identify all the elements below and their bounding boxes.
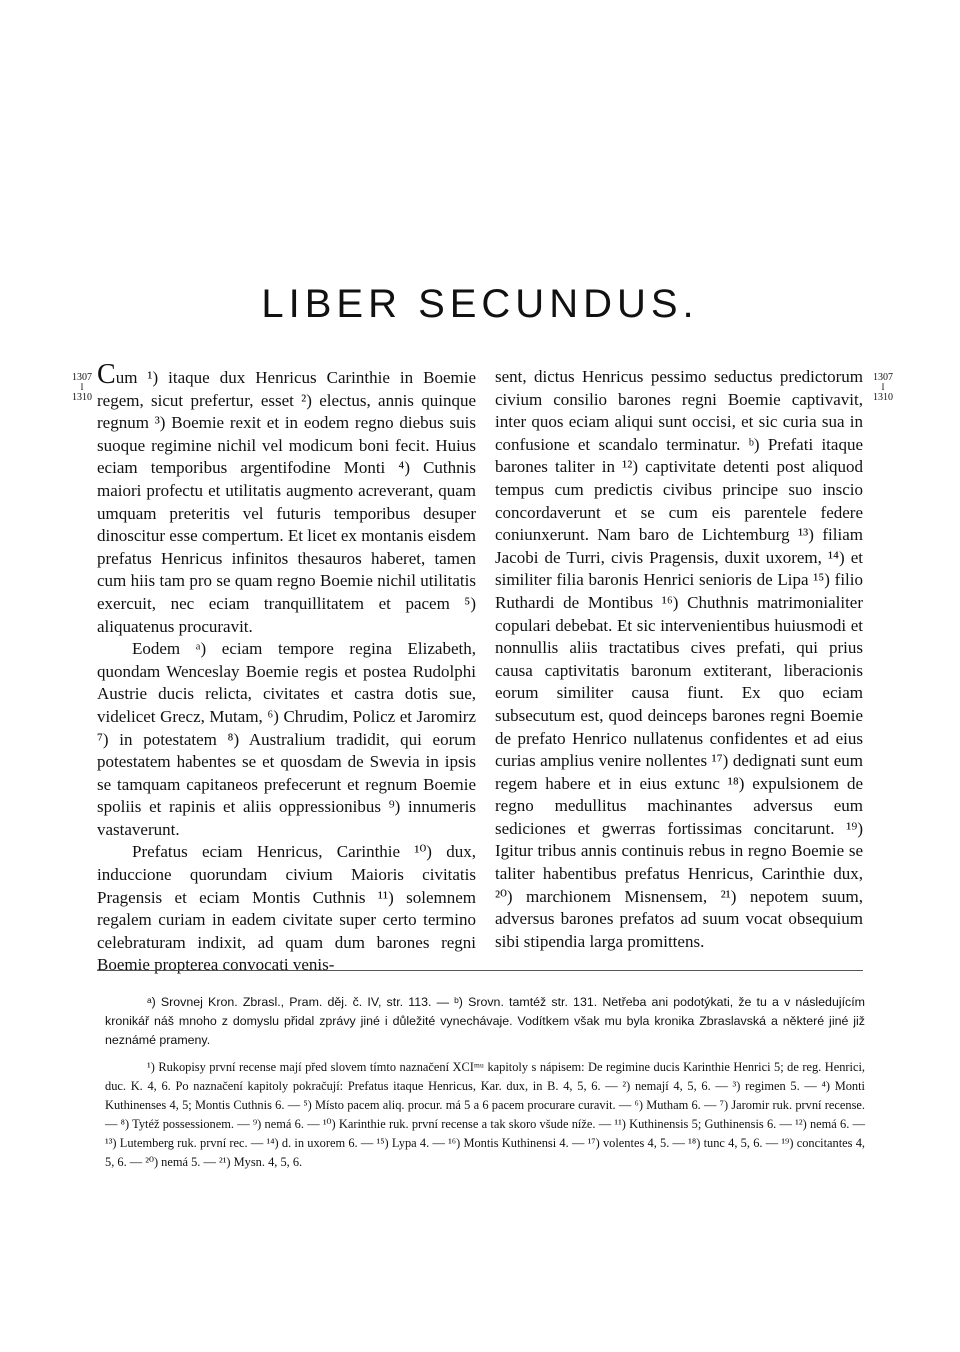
initial-letter: C [97,359,116,390]
page-title: LIBER SECUNDUS. [261,282,699,326]
year-start: 1307 [72,372,92,383]
paragraph-2: Eodem ᵃ) eciam tempore regina Elizabeth, quondam Wenceslay Boemie regis et postea Rudolphi Austrie ducis relicta, civitates et castra dotis sue, videlicet Grecz, Mutam, ⁶) Chrudim, Policz et Jaromirz ⁷) in potestatem ⁸) Australium tradidit, qui eorum potestatem habentes se et quosdam de Swevia in ipsis se tamquam capitaneos prefecerunt et regnum Boemie spoliis et rapinis et aliis oppressionibus ⁹) innumeris vastaverunt. [97,639,476,839]
year-separator: I [80,382,84,392]
footnote-divider [97,970,863,971]
margin-year-range-left [70,372,94,403]
left-column [97,359,476,977]
year-end: 1310 [72,392,92,403]
right-column [495,366,863,953]
year-separator: I [881,382,885,392]
editorial-footnote-text: ᵃ) Srovnej Kron. Zbrasl., Pram. děj. č. IV, str. 113. — ᵇ) Srovn. tamtéž str. 131. Netřeba ani podotýkati, že tu a v následujícím kronikář náš mnoho z domyslu přidal zprávy jiné i důležité vynechávaje. Vodítkem však mu byla kronika Zbraslavská a některé jiné již neznámé prameny. [105,995,865,1047]
paragraph-continuation: sent, dictus Henricus pessimo seductus predictorum civium consilio barones regni Boemie captivavit, inter quos eciam aliqui sunt occisi, et sic curia sua in confusione et scandalo terminatur. ᵇ) Prefati itaque barones taliter in ¹²) captivitate detenti post aliquod tempus cum predictis civibus principe suo inscio concordaverunt et se cum eis parentele federe coniunxerunt. Nam baro de Lichtemburg ¹³) filiam Jacobi de Turri, civis Pragensis, duxit uxorem, ¹⁴) et similiter filia baronis Henrici senioris de Lipa ¹⁵) filio Ruthardi de Montibus ¹⁶) Chuthnis matrimonialiter copulari debebat. Et sic intervenientibus huiusmodi et nonnullis aliis tractatibus cives prefati, qui prius causa captivitatis baronum extiterant, liberacionis eorum similiter causa fiunt. Ex quo eciam subsecutum est, quod deinceps barones regni Boemie de prefato Henrico nullatenus confidentes et ad eius curias amplius venire nollentes ¹⁷) dedignati sunt eum regem habere et in eius extunc ¹⁸) expulsionem de regno medullitus machinantes adversus eum sediciones et gwerras fortissimas concitarunt. ¹⁹) Igitur tribus annis continuis rebus in regno Boemie se taliter habentibus prefatus Henricus, Carinthie dux, ²⁰) marchionem Misnensem, ²¹) nepotem suum, adversus barones prefatos ad suum vocat obsequium sibi stipendia larga promittens. [495,367,863,951]
variant-footnotes [105,1058,865,1172]
year-start: 1307 [873,372,893,383]
paragraph-1-text: um ¹) itaque dux Henricus Carinthie in Boemie regem, sicut prefertur, esset ²) electus, annis quinque regnum ³) Boemie rexit et in eodem regno diebus suis suoque regimine nichil vel modicum boni fecit. Huius eciam temporibus argentifodine Monti ⁴) Cuthnis maiori profectu et utilitatis augmento acreverant, quam umquam preteritis vel futuris temporibus desuper dinoscitur esse compertum. Et licet ex montanis eisdem prefatus Henricus infinitos thesauros haberet, tamen cum hiis tam pro se quam regno Boemie nichil utilitatis exercuit, nec eciam tranquillitatem et pacem ⁵) aliquatenus procuravit. [97,368,476,636]
year-end: 1310 [873,392,893,403]
editorial-footnotes [105,993,865,1050]
paragraph-1 [97,359,476,638]
variant-footnote-text: ¹) Rukopisy první recense mají před slovem tímto naznačení XCIᵐᵘ kapitoly s nápisem: De regimine ducis Karinthie Henrici 5; de reg. Henrici, duc. K. 4, 6. Po naznačení kapitoly pokračují: Prefatus itaque Henricus, Kar. dux, in B. 4, 5, 6. — ²) nemají 4, 5, 6. — ³) regimen 5. — ⁴) Monti Kuthinenses 4, 5; Montis Cuthnis 6. — ⁵) Místo pacem aliq. procur. má 5 a 6 pacem procurare curavit. — ⁶) Mutham 6. — ⁷) Jaromir ruk. první recense. — ⁸) Tytéž possessionem. — ⁹) nemá 6. — ¹⁰) Karinthie ruk. první recense a tak skoro všude níže. — ¹¹) Kuthinensis 5; Guthinensis 6. — ¹²) nemá 6. — ¹³) Lutemberg ruk. první rec. — ¹⁴) d. in uxorem 6. — ¹⁵) Lypa 4. — ¹⁶) Montis Kuthinensi 4. — ¹⁷) volentes 4, 5. — ¹⁸) tunc 4, 5, 6. — ¹⁹) concitantes 4, 5, 6. — ²⁰) nemá 5. — ²¹) Mysn. 4, 5, 6. [105,1060,865,1169]
margin-year-range-right [871,372,895,403]
paragraph-3: Prefatus eciam Henricus, Carinthie ¹⁰) dux, induccione quorundam civium Maioris civitatis Pragensis et eciam Montis Cuthnis ¹¹) solemnem regalem curiam in eadem civitate super certo termino celebraturam indixit, ad quam dum barones regni Boemie propterea convocati venis- [97,842,476,975]
